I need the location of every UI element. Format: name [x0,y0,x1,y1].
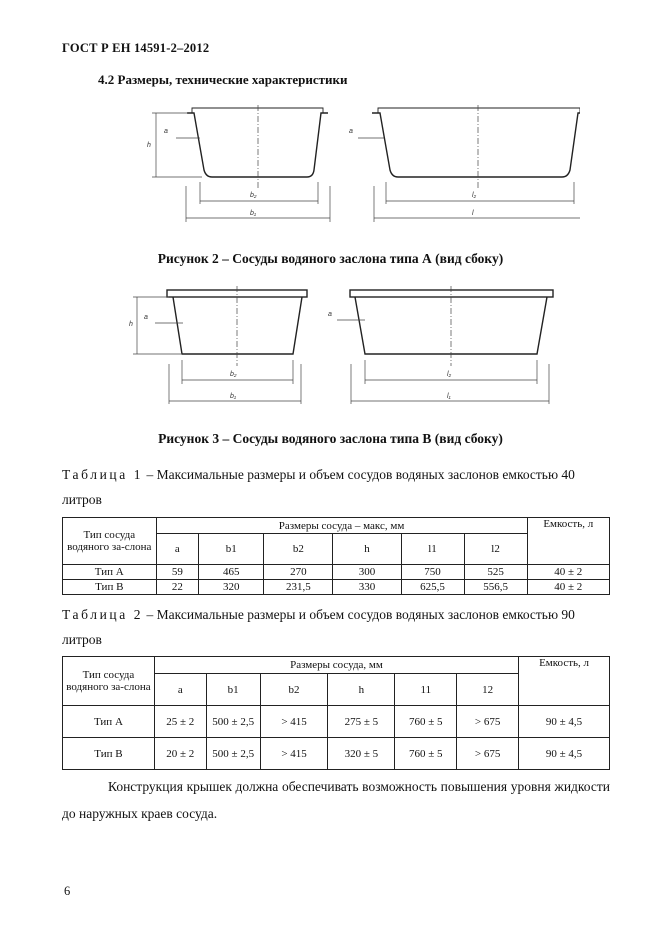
table-cell: 25 ± 2 [154,706,206,738]
col-header: l1 [401,534,464,565]
col-header: b2 [264,534,333,565]
table-2-label: Таблица 2 [62,607,144,622]
col-header: h [328,674,395,706]
col-header: b1 [199,534,264,565]
dim-label-h: h [129,321,133,328]
table-row [63,706,610,738]
dim-label-a: a [144,314,148,321]
col-header: 11 [395,674,457,706]
table-cell: Тип В [63,580,157,595]
page-number: 6 [64,884,71,898]
table-cell: 22 [156,580,199,595]
table-1-caption [62,462,610,512]
dim-label-a-right: a [328,311,332,318]
table-cell: 625,5 [401,580,464,595]
table-cell: 760 ± 5 [395,706,457,738]
table-cell: 465 [199,565,264,580]
table-cell: 40 ± 2 [527,580,609,595]
table-cell: 90 ± 4,5 [519,738,610,770]
table-cell: 760 ± 5 [395,738,457,770]
table-cell: 300 [333,565,401,580]
col-header: b1 [206,674,260,706]
table-cell: 556,5 [464,580,527,595]
table-header-dims: Размеры сосуда – макс, мм [156,518,527,534]
table-cell: > 415 [260,706,328,738]
table-cell: > 675 [457,706,519,738]
table-2 [62,656,610,770]
table-cell: 40 ± 2 [527,565,609,580]
dim-label-l2: l₂ [447,371,452,378]
dim-label-l1: l₁ [447,393,451,400]
section-title: 4.2 Размеры, технические характеристики [98,72,348,87]
col-header: 12 [457,674,519,706]
table-row [63,580,610,595]
col-header: a [154,674,206,706]
table-1 [62,517,610,595]
table-cell: 59 [156,565,199,580]
table-2-caption [62,602,610,652]
table-2-caption-text: – Максимальные размеры и объем сосудов водяных заслонов емкостью 90 литров [62,607,575,647]
table-cell: Тип А [63,706,155,738]
dim-label-l1: l [472,210,474,217]
table-header-type: Тип сосуда водяного за-слона [63,657,155,706]
table-header-type: Тип сосуда водяного за-слона [63,518,157,565]
table-cell: 750 [401,565,464,580]
table-header-dims: Размеры сосуда, мм [154,657,518,674]
table-cell: 270 [264,565,333,580]
table-cell: 320 [199,580,264,595]
table-cell: 525 [464,565,527,580]
figure-3-caption: Рисунок 3 – Сосуды водяного заслона типа В (вид сбоку) [158,431,503,446]
table-cell: > 415 [260,738,328,770]
table-1-caption-text: – Максимальные размеры и объем сосудов водяных заслонов емкостью 40 литров [62,467,575,507]
table-cell: 500 ± 2,5 [206,706,260,738]
table-1-label: Таблица 1 [62,467,144,482]
dim-label-b2: b₂ [250,192,257,199]
dim-label-a-right: a [349,128,353,135]
table-cell: Тип А [63,565,157,580]
document-header: ГОСТ Р ЕН 14591-2–2012 [62,41,210,55]
table-row [63,565,610,580]
figure-3-drawing [125,286,565,411]
table-cell: 231,5 [264,580,333,595]
dim-label-b1: b₁ [250,210,257,217]
figure-2-drawing [140,100,580,230]
col-header: a [156,534,199,565]
table-cell: 90 ± 4,5 [519,706,610,738]
body-paragraph: Конструкция крышек должна обеспечивать возможность повышения уровня жидкости до наружных краев сосуда. [62,779,610,821]
table-cell: > 675 [457,738,519,770]
table-cell: 320 ± 5 [328,738,395,770]
table-cell: Тип В [63,738,155,770]
dim-label-b2: b₂ [230,371,237,378]
dim-label-b1: b₁ [230,393,237,400]
table-cell: 500 ± 2,5 [206,738,260,770]
table-row [63,738,610,770]
col-header: b2 [260,674,328,706]
dim-label-l2: l₂ [472,192,477,199]
table-cell: 330 [333,580,401,595]
dim-label-a: a [164,128,168,135]
table-header-capacity: Емкость, л [519,657,610,706]
table-cell: 20 ± 2 [154,738,206,770]
table-header-capacity: Емкость, л [527,518,609,565]
col-header: h [333,534,401,565]
figure-2-caption: Рисунок 2 – Сосуды водяного заслона типа А (вид сбоку) [157,251,504,266]
dim-label-h: h [147,142,151,149]
table-cell: 275 ± 5 [328,706,395,738]
col-header: l2 [464,534,527,565]
